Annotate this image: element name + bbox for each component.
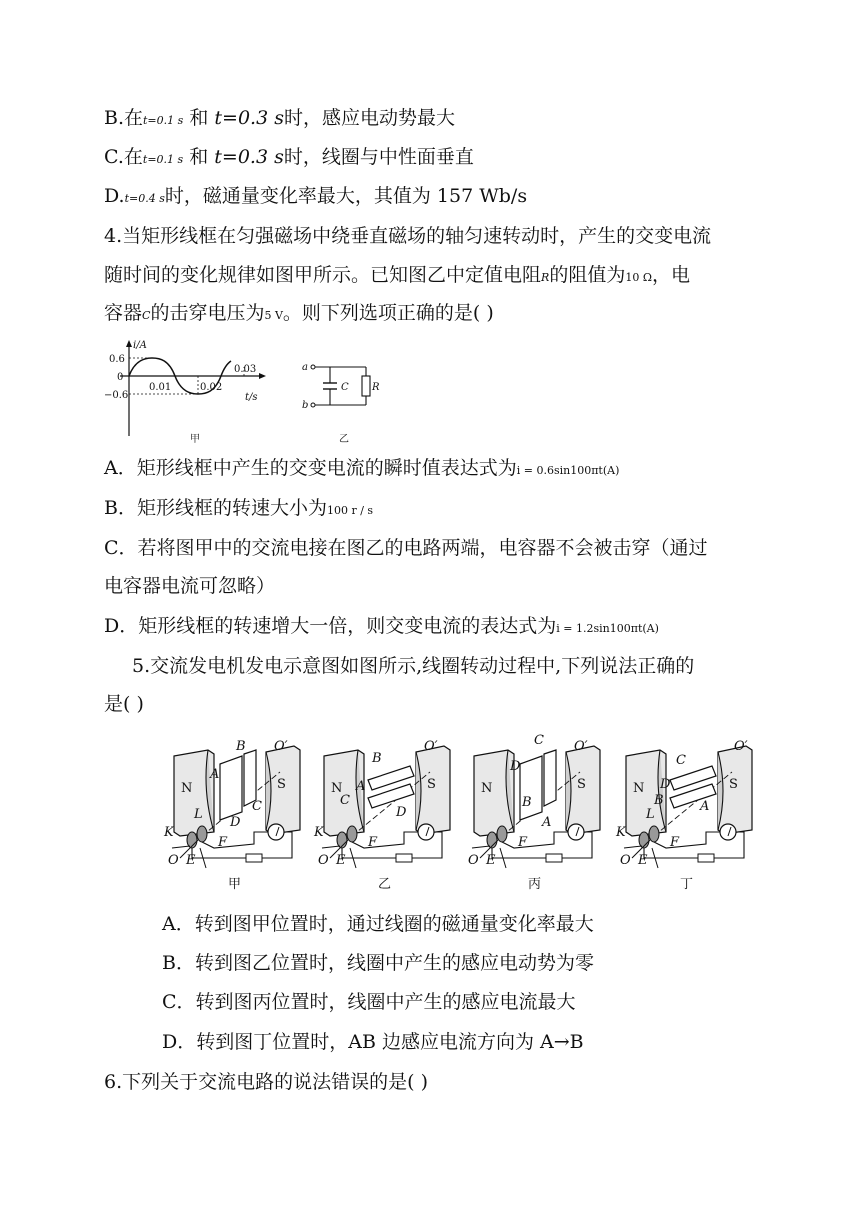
q5-option-b: B．转到图乙位置时，线圈中产生的感应电动势为零 [162, 952, 594, 974]
caption-yi: 乙 [378, 877, 392, 892]
caption-ding: 丁 [680, 877, 694, 892]
q4-stem-line2: 随时间的变化规律如图甲所示。已知图乙中定值电阻R的阻值为10 Ω，电 [104, 264, 690, 286]
magnet-n-label: N [331, 781, 343, 796]
q3-option-c: C.在t=0.1 s 和 t=0.3 s时，线圈与中性面垂直 [104, 146, 474, 168]
axis-o-label: O [168, 853, 179, 868]
caption-jia: 甲 [190, 434, 200, 445]
graph-tick-2: 0.02 [200, 382, 223, 393]
axis-o-label: O [318, 853, 329, 868]
coil-top-label: B [372, 751, 382, 766]
coil-low-label: D [230, 815, 241, 830]
q4-stem-line3: 容器C的击穿电压为5 V。则下列选项正确的是( ) [104, 302, 494, 324]
coil-side-label: B [654, 793, 664, 808]
graph-y-neg: −0.6 [104, 390, 129, 401]
coil-low-label: A [700, 799, 710, 814]
graph-tick-1: 0.01 [149, 382, 172, 393]
brush-f-label: F [670, 835, 680, 850]
magnet-s-label: S [577, 777, 586, 792]
coil-side-label: B [522, 795, 532, 810]
coil-mid-label: A [210, 767, 220, 782]
brush-e-label: E [336, 853, 346, 868]
q3-option-d: D.t=0.4 s时，磁通量变化率最大，其值为 157 Wb/s [104, 185, 528, 207]
magnet-n-label: N [633, 781, 645, 796]
graph-y-zero: 0 [117, 372, 124, 383]
coil-side-label: C [252, 799, 262, 814]
q5-option-c: C．转到图丙位置时，线圈中产生的感应电流最大 [162, 991, 576, 1013]
axis-o-prime-label: O′ [274, 739, 288, 754]
coil-top-label: B [236, 739, 246, 754]
coil-top-label: C [534, 733, 544, 748]
brush-k-label: K [616, 825, 626, 840]
magnet-s-label: S [427, 777, 436, 792]
graph-xlabel: t/s [245, 392, 258, 403]
q5-stem-line2: 是( ) [104, 693, 144, 715]
brush-f-label: F [368, 835, 378, 850]
q4-option-d: D．矩形线框的转速增大一倍，则交变电流的表达式为i = 1.2sin100πt(A) [104, 615, 659, 637]
coil-top-label: C [676, 753, 686, 768]
graph-y-pos: 0.6 [109, 354, 125, 365]
q4-option-c-line1: C．若将图甲中的交流电接在图乙的电路两端，电容器不会被击穿（通过 [104, 537, 708, 559]
current-graph [104, 340, 266, 445]
coil-side-label: C [340, 793, 350, 808]
axis-o-prime-label: O′ [734, 739, 748, 754]
axis-o-prime-label: O′ [424, 739, 438, 754]
brush-e-label: E [638, 853, 648, 868]
coil-low-label: D [396, 805, 407, 820]
q4-option-a: A．矩形线框中产生的交变电流的瞬时值表达式为i = 0.6sin100πt(A) [104, 457, 620, 479]
node-a: a [302, 362, 308, 373]
brush-e-label: E [186, 853, 196, 868]
graph-tick-3: 0.03 [234, 364, 257, 375]
brush-f-label: F [218, 835, 228, 850]
magnet-n-label: N [481, 781, 493, 796]
magnet-s-label: S [729, 777, 738, 792]
axis-o-label: O [620, 853, 631, 868]
brush-k-label: K [314, 825, 324, 840]
q5-option-d: D．转到图丁位置时，AB 边感应电流方向为 A→B [162, 1031, 584, 1053]
q4-option-c-line2: 电容器电流可忽略） [104, 575, 276, 597]
magnet-s-label: S [277, 777, 286, 792]
label-r: R [372, 382, 380, 393]
q5-option-a: A．转到图甲位置时，通过线圈的磁通量变化率最大 [162, 913, 594, 935]
graph-ylabel: i/A [133, 340, 147, 351]
circuit-diagram [302, 362, 380, 445]
coil-low-label: A [542, 815, 552, 830]
label-c: C [341, 382, 349, 393]
brush-f-label: F [518, 835, 528, 850]
caption-yi: 乙 [339, 434, 349, 445]
axis-o-label: O [468, 853, 479, 868]
node-b: b [302, 400, 309, 411]
magnet-n-label: N [181, 781, 193, 796]
q5-generator-figure [162, 728, 766, 896]
brush-l-label: L [646, 807, 655, 822]
q4-figure [104, 338, 394, 448]
q5-stem-line1: 5.交流发电机发电示意图如图所示,线圈转动过程中,下列说法正确的 [132, 655, 695, 677]
q4-option-b: B．矩形线框的转速大小为100 r / s [104, 497, 374, 519]
coil-mid-label: D [510, 759, 521, 774]
q6-stem: 6.下列关于交流电路的说法错误的是( ) [104, 1071, 428, 1093]
caption-jia: 甲 [228, 877, 242, 892]
caption-bing: 丙 [528, 877, 542, 892]
brush-e-label: E [486, 853, 496, 868]
coil-mid-label: D [660, 777, 671, 792]
q4-stem-line1: 4.当矩形线框在匀强磁场中绕垂直磁场的轴匀速转动时，产生的交变电流 [104, 225, 712, 247]
brush-l-label: L [194, 807, 203, 822]
coil-mid-label: A [356, 779, 366, 794]
brush-k-label: K [164, 825, 174, 840]
q3-option-b: B.在t=0.1 s 和 t=0.3 s时，感应电动势最大 [104, 107, 455, 129]
axis-o-prime-label: O′ [574, 739, 588, 754]
